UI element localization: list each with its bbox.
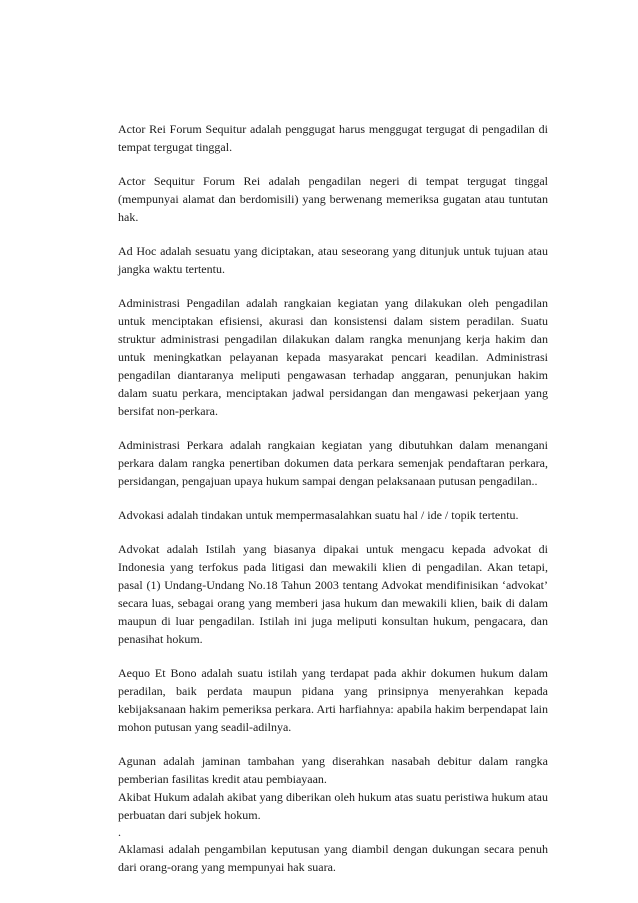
glossary-entry-akibat-hukum: Akibat Hukum adalah akibat yang diberikan oleh hukum atas suatu peristiwa hukum atau perbuatan dari subjek hokum. [118, 790, 548, 822]
glossary-entry-advokat: Advokat adalah Istilah yang biasanya dipakai untuk mengacu kepada advokat di Indonesia yang terfokus pada litigasi dan mewakili klien di pengadilan. Akan tetapi, pasal (1) Undang-Undang No.18 Tahun 2003 tentang Advokat mendifinisikan ‘advokat’ secara luas, sebagai orang yang memberi jasa hukum dan mewakili klien, baik di dalam maupun di luar pengadilan. Istilah ini juga meliputi konsultan hukum, pengacara, dan penasihat hokum. [118, 542, 548, 646]
separator-dot: . [118, 825, 121, 839]
glossary-entry-administrasi-perkara: Administrasi Perkara adalah rangkaian kegiatan yang dibutuhkan dalam menangani perkara dalam rangka penertiban dokumen data perkara semenjak pendaftaran perkara, persidangan, pengajuan upaya hukum sampai dengan pelaksanaan putusan pengadilan.. [118, 438, 548, 488]
glossary-entry-agunan: Agunan adalah jaminan tambahan yang diserahkan nasabah debitur dalam rangka pemberian fasilitas kredit atau pembiayaan. [118, 754, 548, 786]
glossary-entry-ad-hoc: Ad Hoc adalah sesuatu yang diciptakan, atau seseorang yang ditunjuk untuk tujuan atau jangka waktu tertentu. [118, 244, 548, 276]
glossary-entry-actor-rei-forum-sequitur: Actor Rei Forum Sequitur adalah penggugat harus menggugat tergugat di pengadilan di tempat tergugat tinggal. [118, 122, 548, 154]
glossary-entry-actor-sequitur-forum-rei: Actor Sequitur Forum Rei adalah pengadilan negeri di tempat tergugat tinggal (mempunyai alamat dan berdomisili) yang berwenang memeriksa gugatan atau tuntutan hak. [118, 174, 548, 224]
document-page [118, 120, 548, 876]
glossary-entry-advokasi: Advokasi adalah tindakan untuk mempermasalahkan suatu hal / ide / topik tertentu. [118, 508, 519, 522]
glossary-entry-aklamasi: Aklamasi adalah pengambilan keputusan yang diambil dengan dukungan secara penuh dari orang-orang yang mempunyai hak suara. [118, 842, 548, 874]
glossary-entry-administrasi-pengadilan: Administrasi Pengadilan adalah rangkaian kegiatan yang dilakukan oleh pengadilan untuk menciptakan efisiensi, akurasi dan konsistensi dalam sistem peradilan. Suatu struktur administrasi pengadilan dilakukan dalam rangka menunjang kerja hakim dan untuk meningkatkan pelayanan kepada masyarakat pencari keadilan. Administrasi pengadilan diantaranya meliputi pengawasan terhadap anggaran, penunjukan hakim dalam suatu perkara, menciptakan jadwal persidangan dan mengawasi pekerjaan yang bersifat non-perkara. [118, 296, 548, 418]
glossary-entry-aequo-et-bono: Aequo Et Bono adalah suatu istilah yang terdapat pada akhir dokumen hukum dalam peradilan, baik perdata maupun pidana yang prinsipnya menyerahkan kepada kebijaksanaan hakim pemeriksa perkara. Arti harfiahnya: apabila hakim berpendapat lain mohon putusan yang seadil-adilnya. [118, 666, 548, 734]
